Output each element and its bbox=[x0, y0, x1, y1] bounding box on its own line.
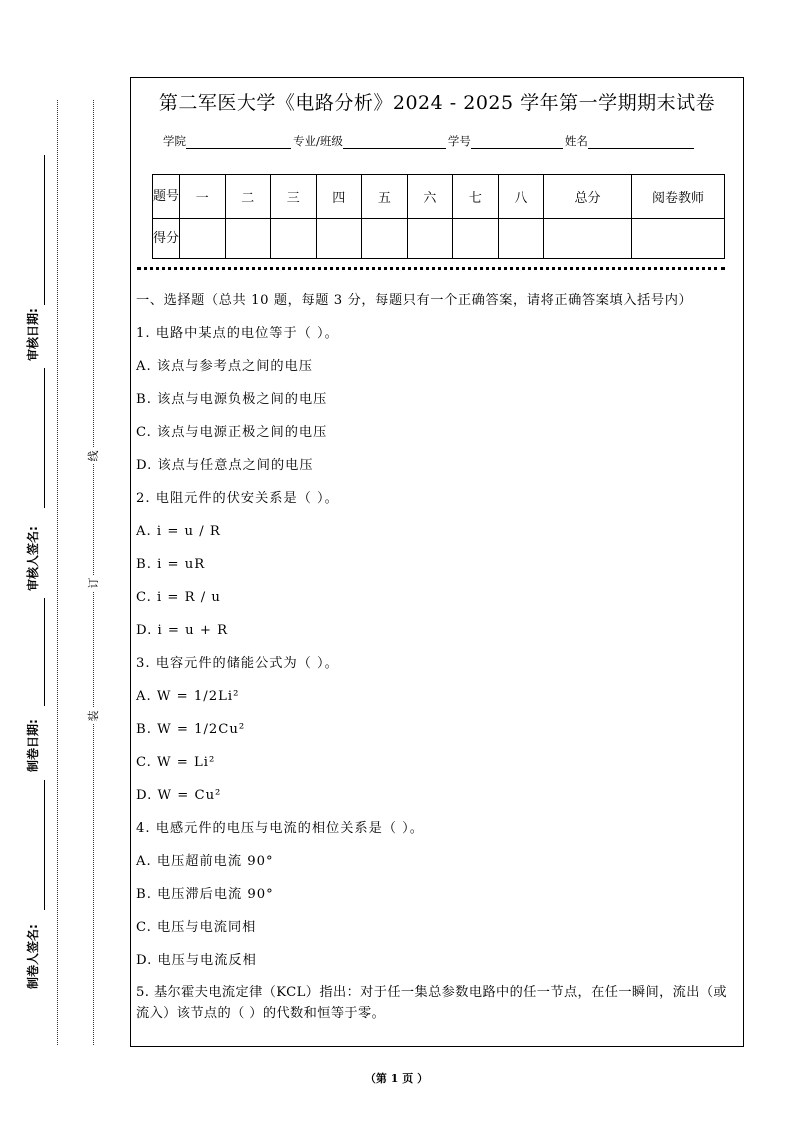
question-5-stem: 5. 基尔霍夫电流定律（KCL）指出：对于任一集总参数电路中的任一节点，在任一瞬间，流出（或流入）该节点的（ ）的代数和恒等于零。 bbox=[136, 985, 728, 1021]
col-1: 一 bbox=[180, 175, 226, 219]
col-grader: 阅卷教师 bbox=[632, 175, 725, 219]
col-7: 七 bbox=[453, 175, 499, 219]
maker-sign-line bbox=[44, 780, 45, 910]
college-label: 学院 bbox=[163, 134, 186, 148]
review-date-line bbox=[44, 155, 45, 305]
question-3-option-c: C. W = Li² bbox=[136, 755, 216, 770]
question-2-option-d: D. i = u + R bbox=[136, 623, 228, 638]
question-4-option-c: C. 电压与电流同相 bbox=[136, 920, 257, 935]
question-3-option-b: B. W = 1/2Cu² bbox=[136, 722, 246, 737]
score-table-score-row bbox=[153, 219, 725, 259]
question-2-option-c: C. i = R / u bbox=[136, 590, 221, 605]
row-label-score: 得分 bbox=[153, 219, 180, 259]
binding-char-xian: 线 bbox=[85, 448, 101, 464]
score-cell-8[interactable] bbox=[498, 219, 544, 259]
question-1-option-b: B. 该点与电源负极之间的电压 bbox=[136, 392, 328, 407]
student-id-label: 学号 bbox=[447, 134, 471, 148]
binding-char-zhuang: 装 bbox=[85, 708, 101, 724]
dotted-separator bbox=[137, 267, 725, 270]
name-field[interactable] bbox=[588, 136, 694, 149]
score-cell-grader[interactable] bbox=[632, 219, 725, 259]
row-label-question: 题号 bbox=[153, 175, 180, 219]
review-date-label: 审核日期: bbox=[26, 308, 40, 361]
exam-frame bbox=[130, 77, 744, 1047]
major-field[interactable] bbox=[343, 136, 446, 149]
score-table-header-row bbox=[153, 175, 725, 219]
score-cell-6[interactable] bbox=[407, 219, 453, 259]
col-8: 八 bbox=[498, 175, 544, 219]
score-cell-4[interactable] bbox=[316, 219, 362, 259]
question-4-option-d: D. 电压与电流反相 bbox=[136, 953, 257, 968]
question-2-option-b: B. i = uR bbox=[136, 557, 206, 572]
question-3-stem: 3. 电容元件的储能公式为（ ）。 bbox=[136, 656, 339, 671]
question-3-option-a: A. W = 1/2Li² bbox=[136, 689, 240, 704]
question-2-stem: 2. 电阻元件的伏安关系是（ ）。 bbox=[136, 491, 339, 506]
question-1-stem: 1. 电路中某点的电位等于（ ）。 bbox=[136, 326, 339, 341]
score-cell-2[interactable] bbox=[225, 219, 271, 259]
question-4-option-b: B. 电压滞后电流 90° bbox=[136, 887, 274, 902]
reviewer-sign-line bbox=[44, 368, 45, 508]
score-cell-7[interactable] bbox=[453, 219, 499, 259]
exam-title: 第二军医大学《电路分析》2024 - 2025 学年第一学期期末试卷 bbox=[158, 92, 716, 114]
question-1-option-c: C. 该点与电源正极之间的电压 bbox=[136, 425, 328, 440]
college-field[interactable] bbox=[186, 136, 291, 149]
section-heading: 一、选择题（总共 10 题，每题 3 分，每题只有一个正确答案，请将正确答案填入括号内） bbox=[136, 293, 693, 308]
major-label: 专业/班级 bbox=[293, 134, 343, 148]
binding-line-outer bbox=[57, 100, 58, 1045]
student-id-field[interactable] bbox=[471, 136, 563, 149]
score-cell-5[interactable] bbox=[362, 219, 408, 259]
question-3-option-d: D. W = Cu² bbox=[136, 788, 222, 803]
question-area bbox=[136, 290, 737, 1024]
score-table bbox=[152, 174, 725, 259]
score-cell-total[interactable] bbox=[544, 219, 632, 259]
maker-sign-label: 制卷人签名: bbox=[26, 924, 40, 989]
col-3: 三 bbox=[271, 175, 317, 219]
col-total: 总分 bbox=[544, 175, 632, 219]
question-1-option-a: A. 该点与参考点之间的电压 bbox=[136, 359, 313, 374]
score-cell-3[interactable] bbox=[271, 219, 317, 259]
make-date-line bbox=[44, 598, 45, 706]
col-4: 四 bbox=[316, 175, 362, 219]
col-6: 六 bbox=[407, 175, 453, 219]
student-info-row bbox=[163, 133, 696, 149]
question-2-option-a: A. i = u / R bbox=[136, 524, 221, 539]
question-1-option-d: D. 该点与任意点之间的电压 bbox=[136, 458, 314, 473]
page-number: （第 1 页 ） bbox=[364, 1072, 429, 1085]
make-date-label: 制卷日期: bbox=[26, 719, 40, 772]
binding-line-inner bbox=[93, 100, 94, 1045]
score-cell-1[interactable] bbox=[180, 219, 226, 259]
col-2: 二 bbox=[225, 175, 271, 219]
col-5: 五 bbox=[362, 175, 408, 219]
reviewer-sign-label: 审核人签名: bbox=[26, 526, 40, 591]
name-label: 姓名 bbox=[564, 134, 588, 148]
binding-char-ding: 订 bbox=[85, 575, 101, 591]
question-4-stem: 4. 电感元件的电压与电流的相位关系是（ ）。 bbox=[136, 821, 424, 836]
question-4-option-a: A. 电压超前电流 90° bbox=[136, 854, 274, 869]
